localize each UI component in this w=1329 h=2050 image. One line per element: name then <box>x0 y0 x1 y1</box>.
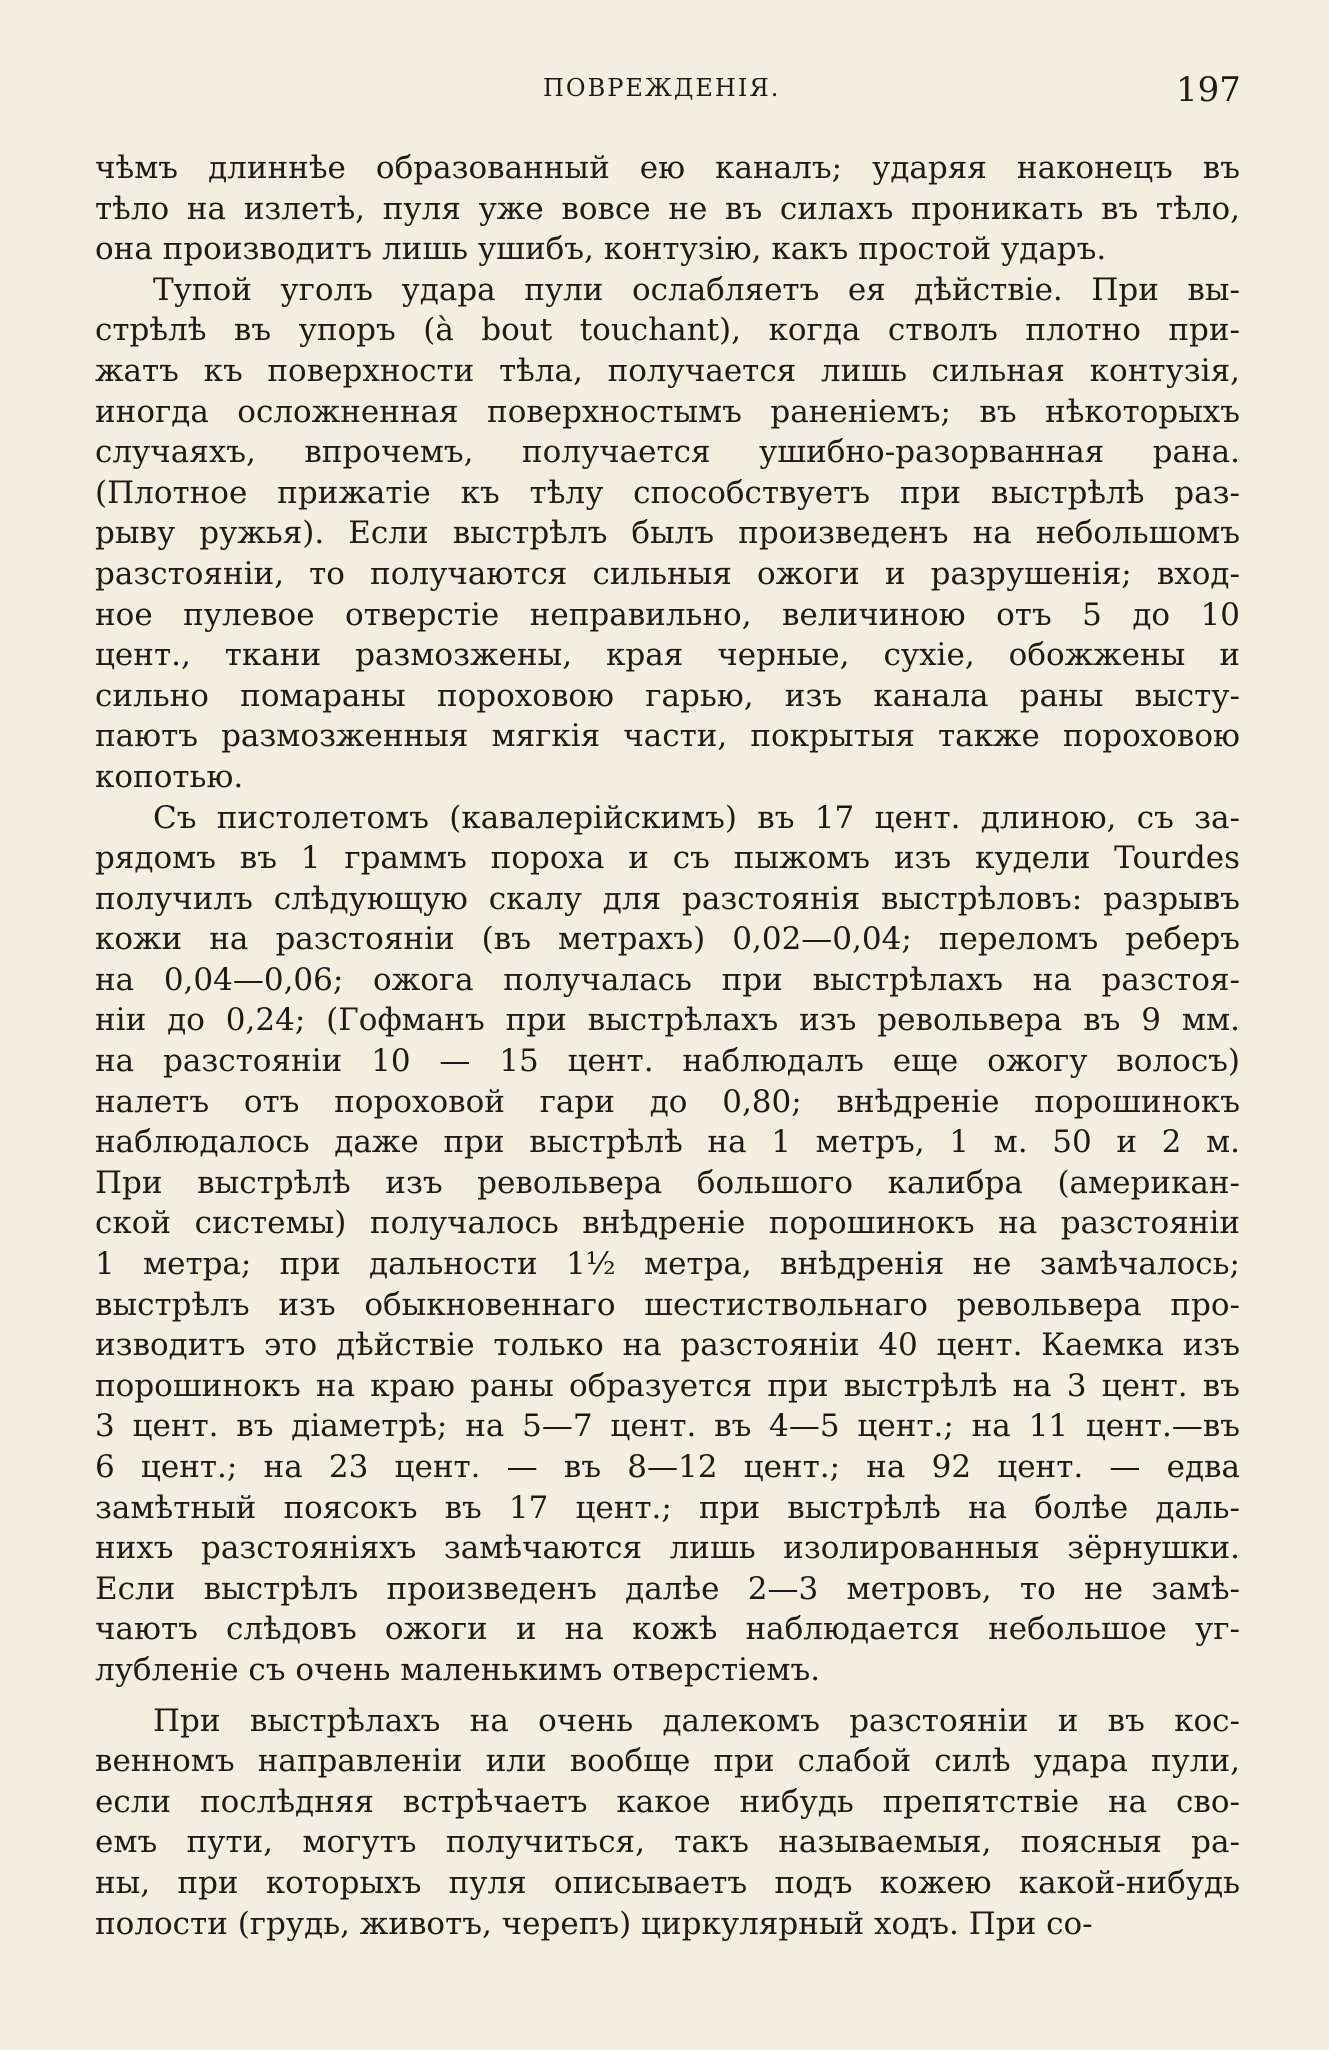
text-line: 1 метра; при дальности 1½ метра, внѣдренія не замѣчалось; <box>95 1246 1240 1283</box>
text-line: наблюдалось даже при выстрѣлѣ на 1 метръ, 1 м. 50 и 2 м. <box>95 1124 1240 1161</box>
text-line: жатъ къ поверхности тѣла, получается лишь сильная контузія, <box>95 352 1240 389</box>
text-line: копотью. <box>95 758 244 795</box>
text-line: паютъ размозженныя мягкія части, покрытыя также пороховою <box>95 718 1240 755</box>
paragraph <box>95 1701 1240 1945</box>
running-head-title: ПОВРЕЖДЕНІЯ. <box>543 74 781 102</box>
text-line: чѣмъ длиннѣе образованный ею каналъ; ударяя наконецъ въ <box>95 150 1240 186</box>
text-line: ны, при которыхъ пуля описываетъ подъ кожею какой-нибудь <box>95 1864 1240 1901</box>
text-line: тѣло на излетѣ, пуля уже вовсе не въ силахъ проникать въ тѣло, <box>95 190 1240 227</box>
text-line: цент., ткани размозжены, края черные, сухіе, обожжены и <box>95 637 1240 674</box>
text-line: получилъ слѣдующую скалу для разстоянія выстрѣловъ: разрывъ <box>95 880 1240 917</box>
paragraph-gap <box>95 1691 1240 1701</box>
page-number: 197 <box>1176 70 1241 110</box>
text-line: иногда осложненная поверхностымъ раненіемъ; въ нѣкоторыхъ <box>95 393 1240 430</box>
text-line: ской системы) получалось внѣдреніе порошинокъ на разстояніи <box>95 1205 1240 1242</box>
text-line: замѣтный поясокъ въ 17 цент.; при выстрѣлѣ на болѣе даль- <box>95 1489 1240 1526</box>
text-line: ное пулевое отверстіе неправильно, величиною отъ 5 до 10 <box>95 596 1240 633</box>
text-line: (Плотное прижатіе къ тѣлу способствуетъ при выстрѣлѣ раз- <box>95 474 1240 511</box>
text-line: 6 цент.; на 23 цент. — въ 8—12 цент.; на 92 цент. — едва <box>95 1449 1240 1485</box>
text-line: чаютъ слѣдовъ ожоги и на кожѣ наблюдается небольшое уг- <box>95 1611 1240 1648</box>
text-line: стрѣлѣ въ упоръ (à bout touchant), когда стволъ плотно при- <box>95 312 1240 349</box>
text-line: если послѣдняя встрѣчаетъ какое нибудь препятствіе на сво- <box>95 1783 1240 1820</box>
text-line: случаяхъ, впрочемъ, получается ушибно-разорванная рана. <box>95 434 1240 471</box>
paragraph <box>95 798 1240 1691</box>
text-line: выстрѣлъ изъ обыкновеннаго шестиствольнаго револьвера про- <box>95 1286 1240 1323</box>
paragraph <box>95 148 1240 270</box>
text-line: на 0,04—0,06; ожога получалась при выстрѣлахъ на разстоя- <box>95 961 1240 998</box>
text-line: Если выстрѣлъ произведенъ далѣе 2—3 метровъ, то не замѣ- <box>95 1570 1240 1607</box>
text-line: При выстрѣлѣ изъ револьвера большого калибра (американ- <box>95 1164 1240 1201</box>
text-line: на разстояніи 10 — 15 цент. наблюдалъ еще ожогу волосъ) <box>95 1043 1240 1080</box>
text-line: рыву ружья). Если выстрѣлъ былъ произведенъ на небольшомъ <box>95 515 1240 552</box>
text-line: порошинокъ на краю раны образуется при выстрѣлѣ на 3 цент. въ <box>95 1367 1240 1404</box>
text-line: Съ пистолетомъ (кавалерійскимъ) въ 17 цент. длиною, съ за- <box>153 799 1240 836</box>
paragraph <box>95 270 1240 798</box>
text-line: Тупой уголъ удара пули ослабляетъ ея дѣйствіе. При вы- <box>153 271 1240 308</box>
text-line: емъ пути, могутъ получиться, такъ называемыя, поясныя ра- <box>95 1824 1240 1861</box>
text-line: кожи на разстояніи (въ метрахъ) 0,02—0,04; переломъ реберъ <box>95 921 1240 958</box>
text-line: налетъ отъ пороховой гари до 0,80; внѣдреніе порошинокъ <box>95 1083 1240 1120</box>
text-line: разстояніи, то получаются сильныя ожоги и разрушенія; вход- <box>95 555 1240 592</box>
text-line: При выстрѣлахъ на очень далекомъ разстояніи и въ кос- <box>153 1702 1240 1739</box>
text-line: изводитъ это дѣйствіе только на разстояніи 40 цент. Каемка изъ <box>95 1327 1240 1364</box>
text-line: ніи до 0,24; (Гофманъ при выстрѣлахъ изъ револьвера въ 9 мм. <box>95 1002 1240 1039</box>
text-line: 3 цент. въ діаметрѣ; на 5—7 цент. въ 4—5 цент.; на 11 цент.—въ <box>95 1408 1240 1445</box>
text-line: нихъ разстояніяхъ замѣчаются лишь изолированныя зёрнушки. <box>95 1530 1240 1567</box>
text-line: рядомъ въ 1 граммъ пороха и съ пыжомъ изъ кудели Tourdes <box>95 840 1240 877</box>
text-line: лубленіе съ очень маленькимъ отверстіемъ. <box>95 1651 821 1688</box>
text-line: венномъ направленіи или вообще при слабой силѣ удара пули, <box>95 1743 1240 1780</box>
body-text <box>95 148 1240 1944</box>
text-line: сильно помараны пороховою гарью, изъ канала раны высту- <box>95 677 1240 714</box>
running-head <box>0 70 1329 110</box>
text-line: полости (грудь, животъ, черепъ) циркулярный ходъ. При со- <box>95 1905 1093 1942</box>
text-line: она производитъ лишь ушибъ, контузію, какъ простой ударъ. <box>95 231 1107 268</box>
